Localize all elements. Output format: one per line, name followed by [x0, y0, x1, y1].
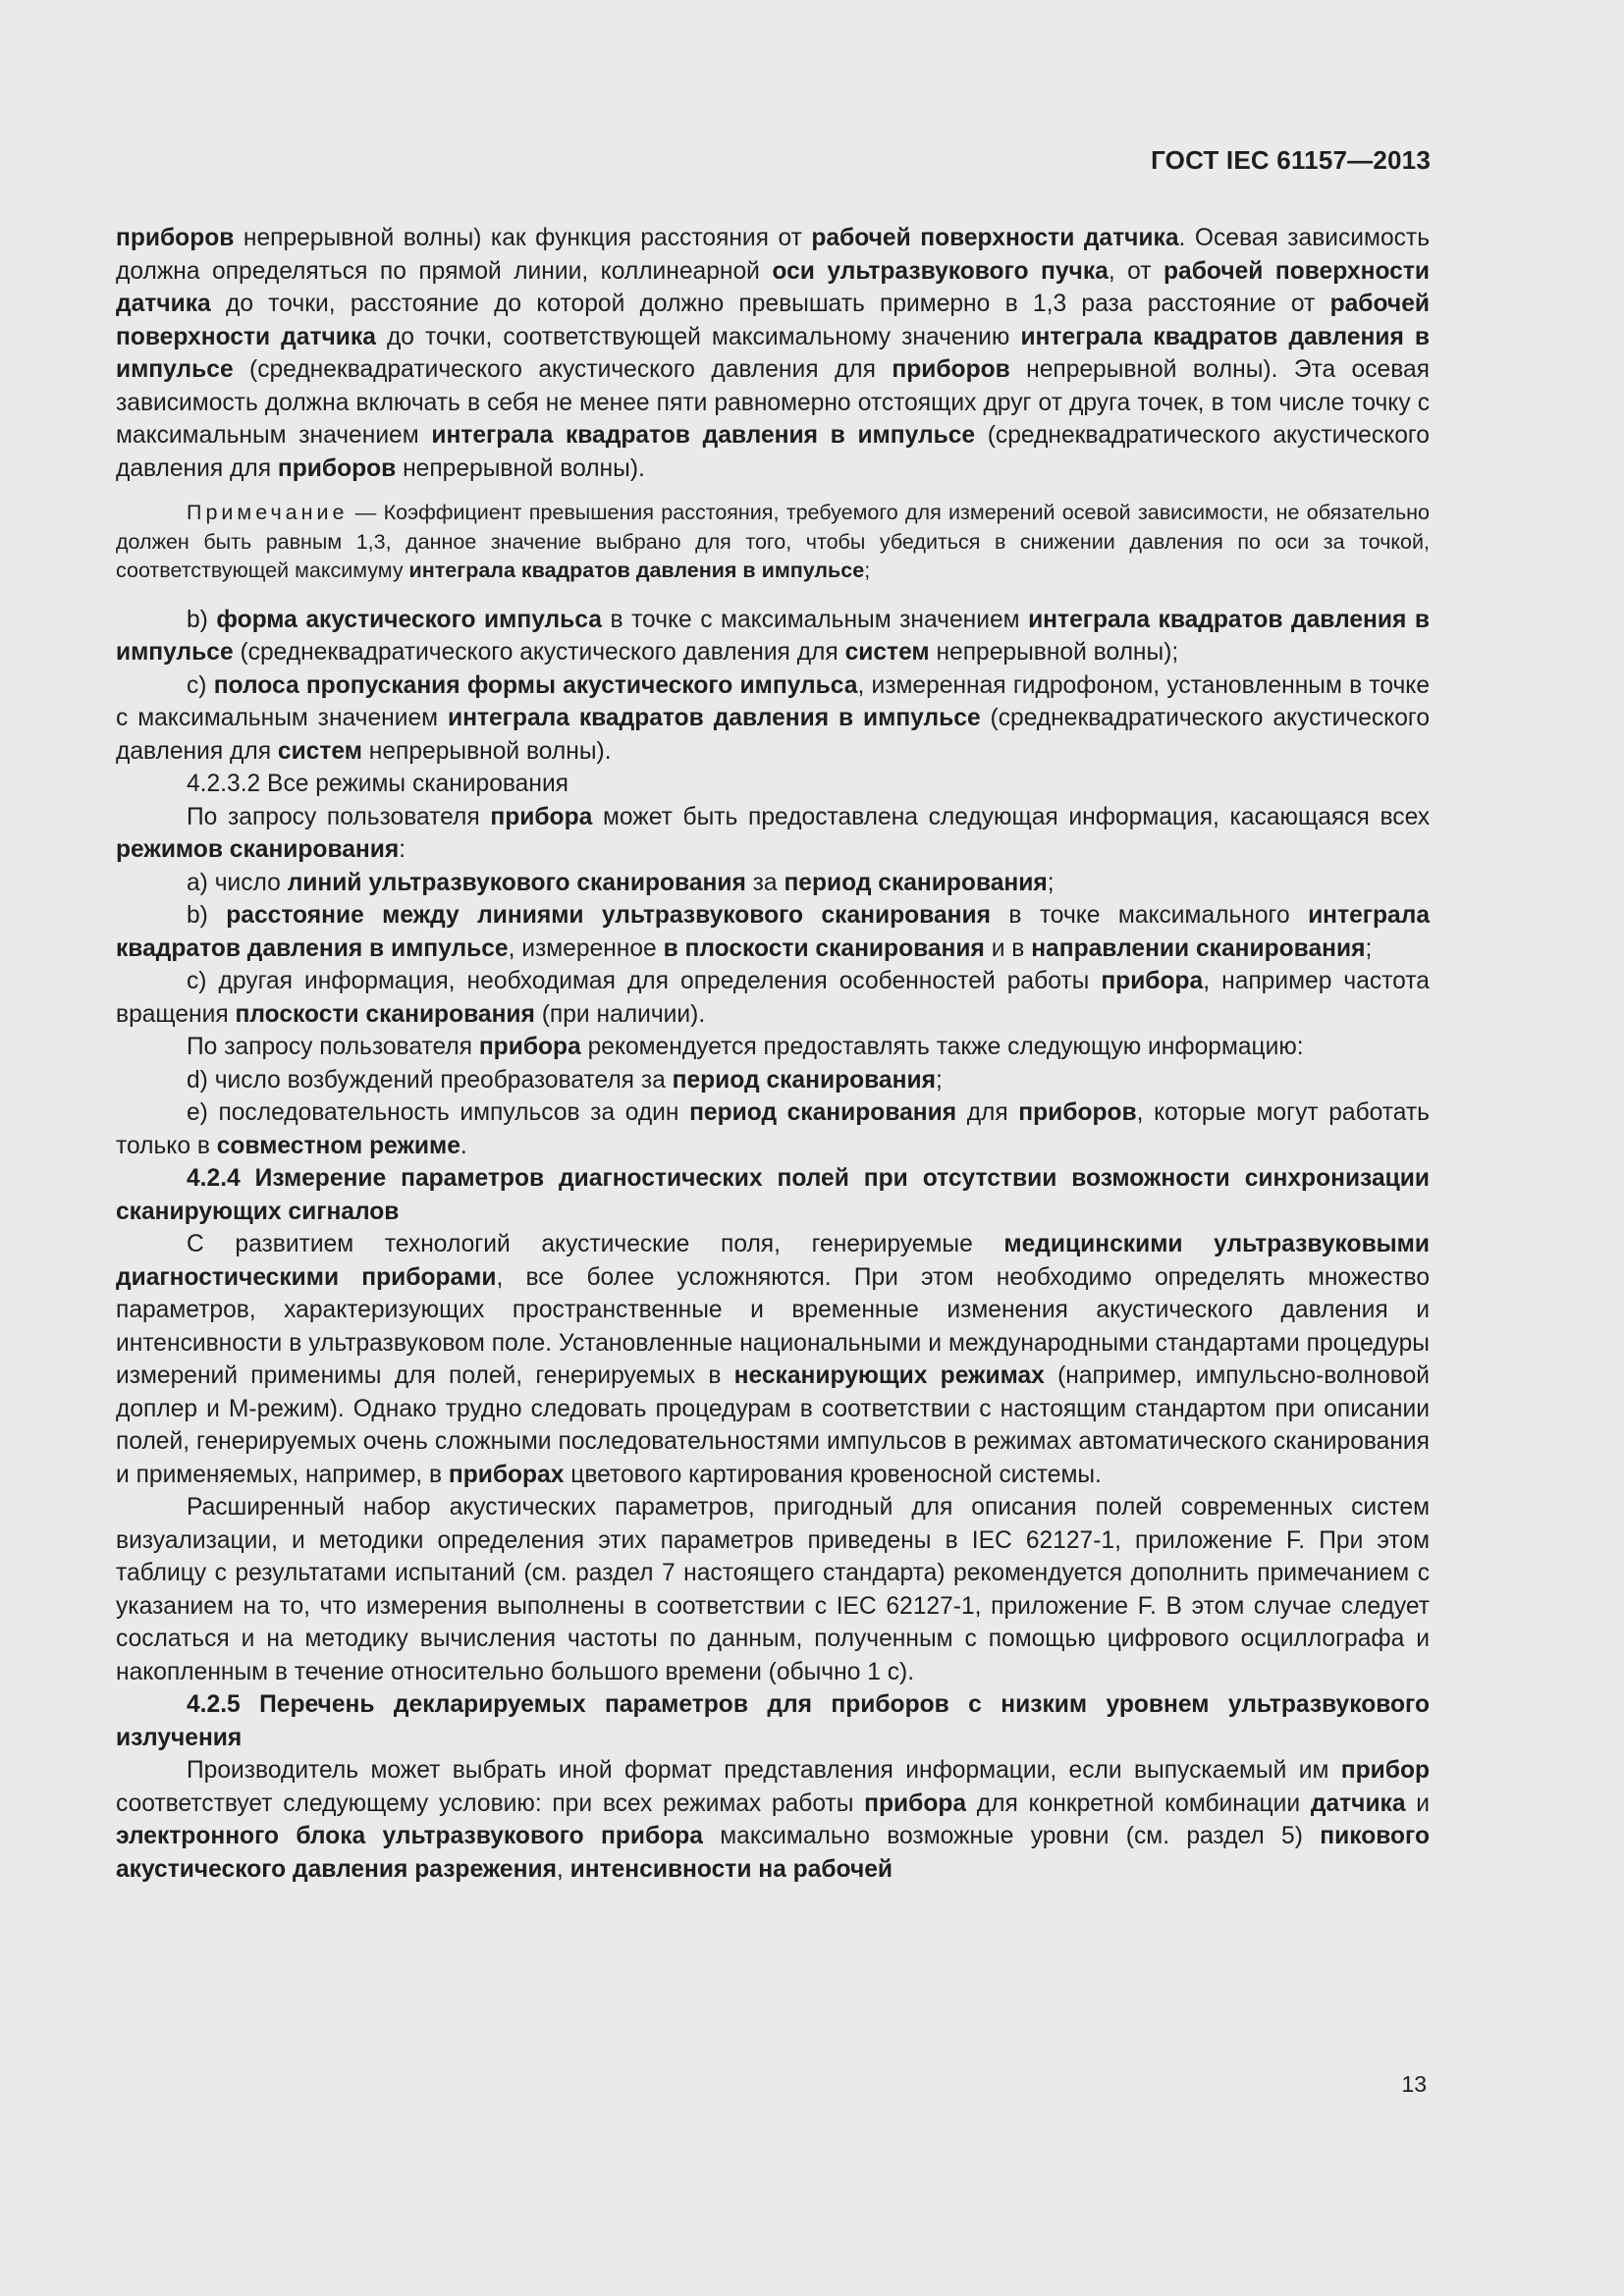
text-run: Расширенный набор акустических параметров, пригодный для описания полей современных систем визуализации, и методики определения этих параметров приведены в IEC 62127-1, приложение F. При этом таблицу с результатами испытаний (см. раздел 7 настоящего стандарта) рекомендуется дополнить примечанием с указанием на то, что измерения выполнены в соответствии с IEC 62127-1, приложение F. В этом случае следует сослаться и на методику вычисления частоты по данным, полученным с помощью цифрового осциллографа и накопленным в течение относительно большого времени (обычно 1 с). [116, 1494, 1430, 1685]
page-number: 13 [1401, 2071, 1427, 2097]
paragraph [116, 1491, 1430, 1688]
text-run: ; [1365, 934, 1373, 962]
text-run: , все более усложняются. При этом необходимо определять множество параметров, характеризующих пространственные и временные изменения акустического давления и интенсивности в ультразвуковом поле. Установленные национальными и международными стандартами процедуры измерений применимы для полей, генерируемых в [116, 1263, 1430, 1389]
paragraph [116, 669, 1430, 769]
text-run: ; [1047, 869, 1055, 896]
text-run: непрерывной волны). [361, 737, 612, 765]
text-run: непрерывной волны). Эта осевая зависимость должна включать в себя не менее пяти равномерно отстоящих друг от друга точек, в том числе точку с максимальным значением [116, 356, 1430, 449]
text-run: Примечание [187, 501, 349, 524]
bold-term: плоскости сканирования [235, 1000, 535, 1028]
text-run: По запросу пользователя [187, 803, 491, 830]
text-run: рекомендуется предоставлять также следующую информацию: [580, 1034, 1304, 1060]
text-run: (среднеквадратического акустического давления для [116, 422, 1430, 482]
text-run: ; [935, 1066, 943, 1094]
paragraph [116, 1228, 1430, 1491]
text-run: до точки, соответствующей максимальному значению [375, 323, 1021, 350]
bold-term: электронного блока ультразвукового прибора [116, 1823, 703, 1849]
text-run: С развитием технологий акустические поля, генерируемые [187, 1231, 1004, 1257]
text-run: — Коэффициент превышения расстояния, требуемого для измерений осевой зависимости, не обязательно должен быть равным 1,3, данное значение выбрано для того, чтобы убедиться в снижении давления по оси за точкой, соответствующей максимуму [116, 501, 1430, 582]
section-heading [116, 1162, 1430, 1228]
text-run: , например частота вращения [116, 968, 1430, 1028]
text-run: , измеренное [508, 934, 664, 962]
bold-term: прибора [490, 803, 593, 830]
text-run: e) последовательность импульсов за один [187, 1099, 690, 1126]
bold-term: интеграла квадратов давления в импульсе [116, 323, 1431, 383]
bold-term: оси ультразвукового пучка [772, 257, 1109, 285]
bold-term: прибора [1101, 968, 1204, 994]
document-header: ГОСТ IEC 61157—2013 [1151, 145, 1431, 175]
bold-term: интенсивности на рабочей [569, 1855, 893, 1883]
section-heading [116, 1688, 1430, 1754]
text-run: , от [1108, 257, 1164, 285]
bold-term: в плоскости сканирования [663, 934, 985, 962]
text-run: 4.2.5 Перечень декларируемых параметров для приборов с низким уровнем ультразвукового излучения [116, 1691, 1430, 1751]
text-run: и [1405, 1789, 1431, 1817]
paragraph [116, 222, 1430, 485]
text-run: непрерывной волны) как функция расстояния от [234, 225, 812, 251]
bold-term: рабочей поверхности датчика [811, 225, 1179, 251]
bold-term: интеграла квадратов давления в импульсе [408, 559, 865, 582]
bold-term: период сканирования [784, 869, 1048, 896]
bold-term: направлении сканирования [1031, 934, 1366, 962]
text-run: (среднеквадратического акустического давления для [233, 639, 845, 666]
text-run: По запросу пользователя [187, 1034, 479, 1060]
text-run: цветового картирования кровеносной системы. [564, 1461, 1102, 1488]
paragraph [116, 1096, 1430, 1162]
bold-term: прибора [478, 1034, 581, 1060]
text-run: соответствует следующему условию: при всех режимах работы [116, 1789, 865, 1817]
text-run: 4.2.4 Измерение параметров диагностических полей при отсутствии возможности синхронизации сканирующих сигналов [116, 1165, 1430, 1225]
text-run: (например, импульсно-волновой доплер и М-режим). Однако трудно следовать процедурам в соответствии с настоящим стандартом при описании полей, генерируемых очень сложными последовательностями импульсов в режимах автоматического сканирования и применяемых, например, в [116, 1362, 1430, 1488]
paragraph [116, 965, 1430, 1031]
bold-term: интеграла квадратов давления в импульсе [447, 705, 981, 731]
bold-term: приборов [1018, 1099, 1137, 1126]
bold-term: рабочей поверхности датчика [116, 291, 1430, 350]
text-run: (среднеквадратического акустического давления для [116, 705, 1430, 765]
text-run: d) число возбуждений преобразователя за [187, 1066, 673, 1094]
bold-term: прибора [864, 1789, 967, 1817]
bold-term: приборов [277, 454, 397, 482]
text-run: для конкретной комбинации [966, 1789, 1311, 1817]
text-run: . [460, 1132, 467, 1159]
paragraph [116, 604, 1430, 669]
bold-term: пикового акустического давления разрежения [116, 1823, 1430, 1883]
bold-term: приборах [448, 1461, 565, 1488]
text-run: , которые могут работать только в [116, 1099, 1430, 1159]
bold-term: систем [277, 737, 362, 765]
text-run: : [399, 836, 406, 863]
bold-term: медицинскими ультразвуковыми диагностическими приборами [116, 1231, 1430, 1291]
text-run: для [956, 1099, 1019, 1126]
bold-term: систем [844, 639, 930, 666]
bold-term: совместном режиме [216, 1132, 460, 1159]
text-run: a) число [187, 869, 288, 896]
paragraph [116, 1754, 1430, 1886]
text-run: в точке максимального [990, 902, 1309, 929]
bold-term: период сканирования [689, 1099, 957, 1126]
document-body [116, 222, 1430, 1886]
text-run: до точки, расстояние до которой должно превышать примерно в 1,3 раза расстояние от [210, 291, 1330, 317]
text-run: Производитель может выбрать иной формат представления информации, если выпускаемый им [187, 1757, 1341, 1784]
text-run: ; [864, 559, 871, 582]
bold-term: режимов сканирования [116, 836, 400, 863]
text-run: (при наличии). [534, 1000, 706, 1028]
paragraph [116, 899, 1430, 965]
text-run: , измеренная гидрофоном, установленным в точке с максимальным значением [116, 671, 1430, 731]
bold-term: рабочей поверхности датчика [116, 257, 1430, 317]
note-paragraph [116, 499, 1430, 586]
bold-term: приборов [116, 225, 235, 251]
bold-term: приборов [892, 356, 1010, 383]
bold-term: полоса пропускания формы акустического импульса [213, 671, 858, 699]
bold-term: интеграла квадратов давления в импульсе [116, 902, 1431, 962]
text-run: может быть предоставлена следующая информация, касающаяся всех [592, 803, 1430, 830]
text-run: и в [984, 934, 1032, 962]
text-run: 4.2.3.2 Все режимы сканирования [187, 771, 568, 797]
bold-term: интеграла квадратов давления в импульсе [431, 422, 976, 449]
text-run: b) [187, 606, 217, 633]
bold-term: датчика [1310, 1789, 1406, 1817]
bold-term: интеграла квадратов давления в импульсе [116, 606, 1431, 666]
bold-term: прибор [1340, 1757, 1430, 1784]
text-run: в точке с максимальным значением [601, 606, 1029, 633]
bold-term: расстояние между линиями ультразвукового сканирования [226, 902, 991, 929]
paragraph [116, 1031, 1430, 1064]
text-run: за [745, 869, 785, 896]
text-run: c) другая информация, необходимая для определения особенностей работы [187, 968, 1102, 994]
paragraph [116, 1064, 1430, 1097]
bold-term: несканирующих режимах [733, 1362, 1045, 1389]
bold-term: форма акустического импульса [216, 606, 602, 633]
text-run: c) [187, 671, 214, 699]
paragraph [116, 801, 1430, 867]
bold-term: линий ультразвукового сканирования [287, 869, 746, 896]
text-run: (среднеквадратического акустического давления для [233, 356, 893, 383]
text-run: непрерывной волны). [396, 454, 645, 482]
paragraph [116, 867, 1430, 900]
bold-term: период сканирования [672, 1066, 936, 1094]
text-run: , [556, 1855, 570, 1883]
text-run: непрерывной волны); [929, 639, 1179, 666]
text-run: . Осевая зависимость должна определяться по прямой линии, коллинеарной [116, 225, 1431, 285]
text-run: b) [187, 902, 227, 929]
text-run: максимально возможные уровни (см. раздел 5) [702, 1823, 1321, 1849]
paragraph [116, 768, 1430, 801]
